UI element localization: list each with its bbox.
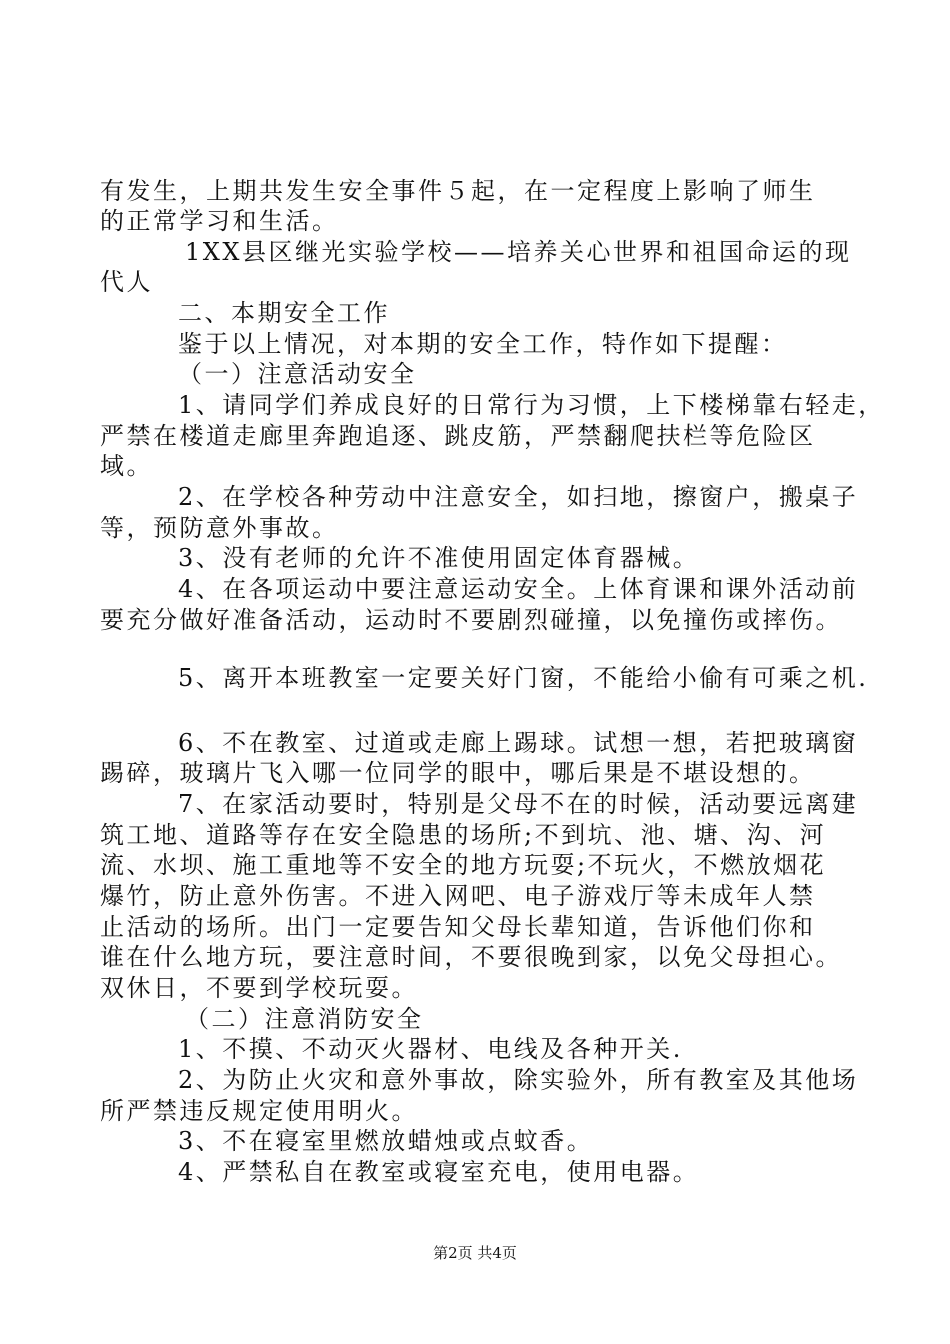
paragraph-line: 1、不摸、不动灭火器材、电线及各种开关. bbox=[178, 1035, 683, 1063]
paragraph-line: 2、为防止火灾和意外事故，除实验外，所有教室及其他场 bbox=[178, 1066, 859, 1094]
paragraph-line: 所严禁违反规定使用明火。 bbox=[100, 1097, 418, 1125]
paragraph-line: 3、不在寝室里燃放蜡烛或点蚊香。 bbox=[178, 1127, 594, 1155]
paragraph-line: （一）注意活动安全 bbox=[178, 360, 417, 388]
paragraph-line: 域。 bbox=[100, 452, 153, 480]
paragraph-line: 止活动的场所。出门一定要告知父母长辈知道，告诉他们你和 bbox=[100, 913, 816, 941]
paragraph-line: 3、没有老师的允许不准使用固定体育器械。 bbox=[178, 544, 700, 572]
paragraph-line: 二、本期安全工作 bbox=[178, 299, 390, 327]
paragraph-line: 谁在什么地方玩，要注意时间，不要很晚到家，以免父母担心。 bbox=[100, 943, 842, 971]
paragraph-line: 6、不在教室、过道或走廊上踢球。试想一想，若把玻璃窗 bbox=[178, 729, 859, 757]
paragraph-line: 流、水坝、施工重地等不安全的地方玩耍;不玩火，不燃放烟花 bbox=[100, 851, 827, 879]
paragraph-line: 双休日，不要到学校玩耍。 bbox=[100, 974, 418, 1002]
paragraph-line: 有发生，上期共发生安全事件５起，在一定程度上影响了师生 bbox=[100, 177, 816, 205]
paragraph-line: 4、在各项运动中要注意运动安全。上体育课和课外活动前 bbox=[178, 575, 859, 603]
paragraph-line: （二）注意消防安全 bbox=[185, 1005, 424, 1033]
page-footer: 第2页 共4页 bbox=[433, 1244, 517, 1262]
paragraph-line: 的正常学习和生活。 bbox=[100, 207, 339, 235]
paragraph-line: 筑工地、道路等存在安全隐患的场所;不到坑、池、塘、沟、河 bbox=[100, 821, 827, 849]
paragraph-line: 踢碎，玻璃片飞入哪一位同学的眼中，哪后果是不堪设想的。 bbox=[100, 759, 816, 787]
paragraph-line: 4、严禁私自在教室或寝室充电，使用电器。 bbox=[178, 1158, 700, 1186]
paragraph-line: 爆竹，防止意外伤害。不进入网吧、电子游戏厅等未成年人禁 bbox=[100, 882, 816, 910]
paragraph-line: 严禁在楼道走廊里奔跑追逐、跳皮筋，严禁翻爬扶栏等危险区 bbox=[100, 422, 816, 450]
paragraph-line: 鉴于以上情况，对本期的安全工作，特作如下提醒： bbox=[178, 330, 788, 358]
paragraph-line: 1XX县区继光实验学校——培养关心世界和祖国命运的现 bbox=[185, 238, 852, 266]
paragraph-line: 代人 bbox=[100, 268, 153, 296]
paragraph-line: 1、请同学们养成良好的日常行为习惯，上下楼梯靠右轻走， bbox=[178, 391, 885, 419]
paragraph-line: 5、离开本班教室一定要关好门窗，不能给小偷有可乘之机. bbox=[178, 664, 869, 692]
paragraph-line: 7、在家活动要时，特别是父母不在的时候，活动要远离建 bbox=[178, 790, 859, 818]
paragraph-line: 2、在学校各种劳动中注意安全，如扫地，擦窗户，搬桌子 bbox=[178, 483, 859, 511]
paragraph-line: 等，预防意外事故。 bbox=[100, 514, 339, 542]
paragraph-line: 要充分做好准备活动，运动时不要剧烈碰撞，以免撞伤或摔伤。 bbox=[100, 606, 842, 634]
